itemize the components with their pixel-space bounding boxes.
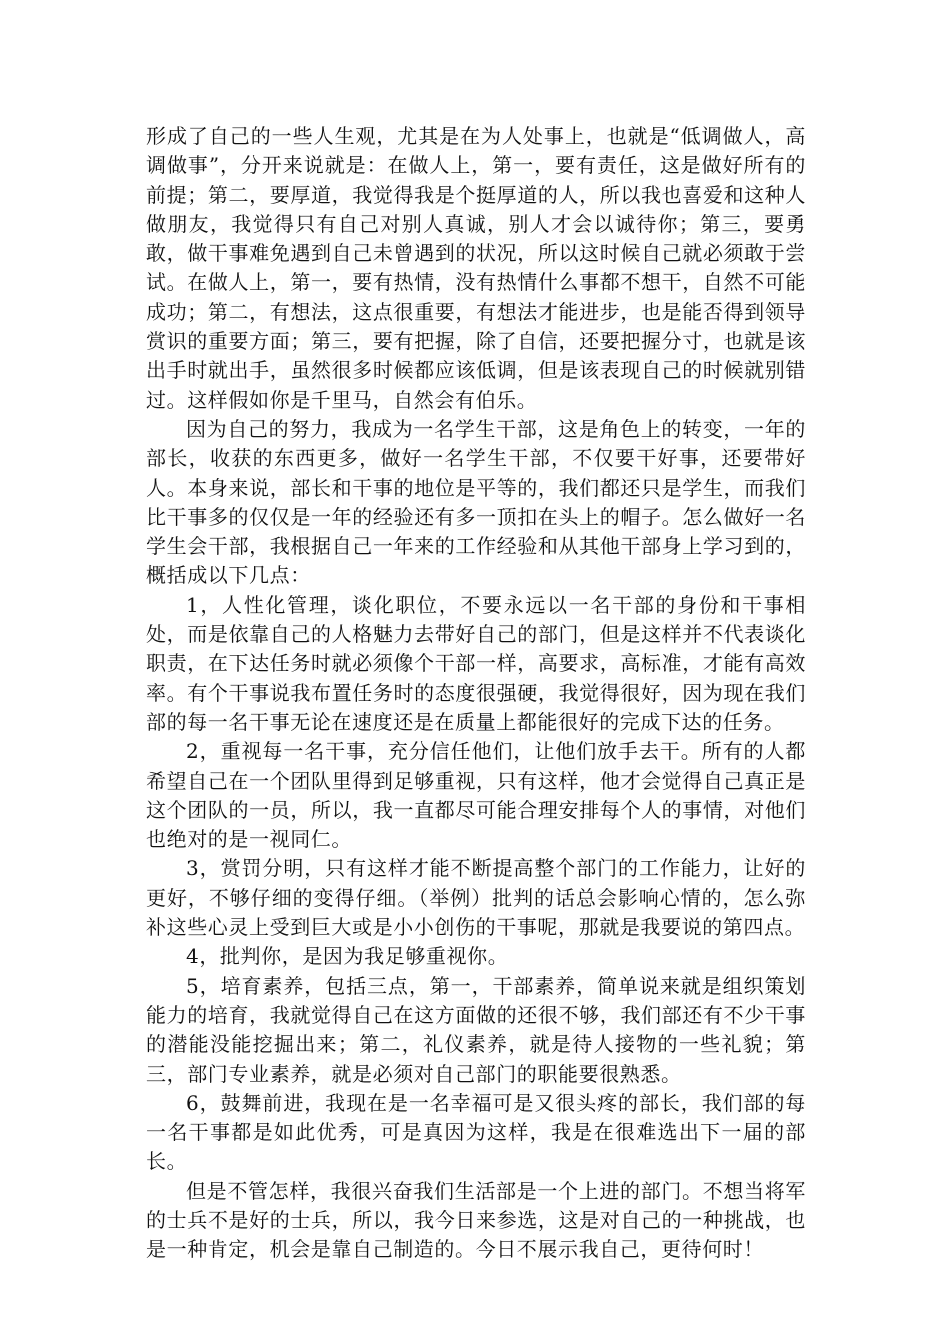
paragraph-3: 1，人性化管理，谈化职位，不要永远以一名干部的身份和干事相处，而是依靠自己的人格魅力去带好自己的部门，但是这样并不代表谈化职责，在下达任务时就必须像个干部一样，高要求，高标准，才能有高效率。有个干事说我布置任务时的态度很强硬，我觉得很好，因为现在我们部的每一名干事无论在速度还是在质量上都能很好的完成下达的任务。 — [146, 592, 806, 734]
paragraph-9: 但是不管怎样，我很兴奋我们生活部是一个上进的部门。不想当将军的士兵不是好的士兵，所以，我今日来参选，这是对自己的一种挑战，也是一种肯定，机会是靠自己制造的。今日不展示我自己，更待何时！ — [146, 1178, 806, 1262]
paragraph-1: 形成了自己的一些人生观，尤其是在为人处事上，也就是“低调做人，高调做事”，分开来说就是：在做人上，第一，要有责任，这是做好所有的前提；第二，要厚道，我觉得我是个挺厚道的人，所以我也喜爱和这种人做朋友，我觉得只有自己对别人真诚，别人才会以诚待你；第三，要勇敢，做干事难免遇到自己未曾遇到的状况，所以这时候自己就必须敢于尝试。在做人上，第一，要有热情，没有热情什么事都不想干，自然不可能成功；第二，有想法，这点很重要，有想法才能进步，也是能否得到领导赏识的重要方面；第三，要有把握，除了自信，还要把握分寸，也就是该出手时就出手，虽然很多时候都应该低调，但是该表现自己的时候就别错过。这样假如你是千里马，自然会有伯乐。 — [146, 124, 806, 412]
paragraph-8: 6，鼓舞前进，我现在是一名幸福可是又很头疼的部长，我们部的每一名干事都是如此优秀，可是真因为这样，我是在很难选出下一届的部长。 — [146, 1090, 806, 1174]
document-body — [146, 122, 806, 1265]
paragraph-6: 4，批判你，是因为我足够重视你。 — [186, 944, 509, 969]
paragraph-4: 2，重视每一名干事，充分信任他们，让他们放手去干。所有的人都希望自己在一个团队里得到足够重视，只有这样，他才会觉得自己真正是这个团队的一员，所以，我一直都尽可能合理安排每个人的事情，对他们也绝对的是一视同仁。 — [146, 739, 806, 852]
paragraph-5: 3，赏罚分明，只有这样才能不断提高整个部门的工作能力，让好的更好，不够仔细的变得仔细。（举例）批判的话总会影响心情的，怎么弥补这些心灵上受到巨大或是小小创伤的干事呢，那就是我要说的第四点。 — [146, 856, 806, 940]
paragraph-7: 5，培育素养，包括三点，第一，干部素养，简单说来就是组织策划能力的培育，我就觉得自己在这方面做的还很不够，我们部还有不少干事的潜能没能挖掘出来；第二，礼仪素养，就是待人接物的一些礼貌；第三，部门专业素养，就是必须对自己部门的职能要很熟悉。 — [146, 973, 806, 1086]
paragraph-2: 因为自己的努力，我成为一名学生干部，这是角色上的转变，一年的部长，收获的东西更多，做好一名学生干部，不仅要干好事，还要带好人。本身来说，部长和干事的地位是平等的，我们都还只是学生，而我们比干事多的仅仅是一年的经验还有多一顶扣在头上的帽子。怎么做好一名学生会干部，我根据自己一年来的工作经验和从其他干部身上学习到的，概括成以下几点： — [146, 416, 806, 588]
